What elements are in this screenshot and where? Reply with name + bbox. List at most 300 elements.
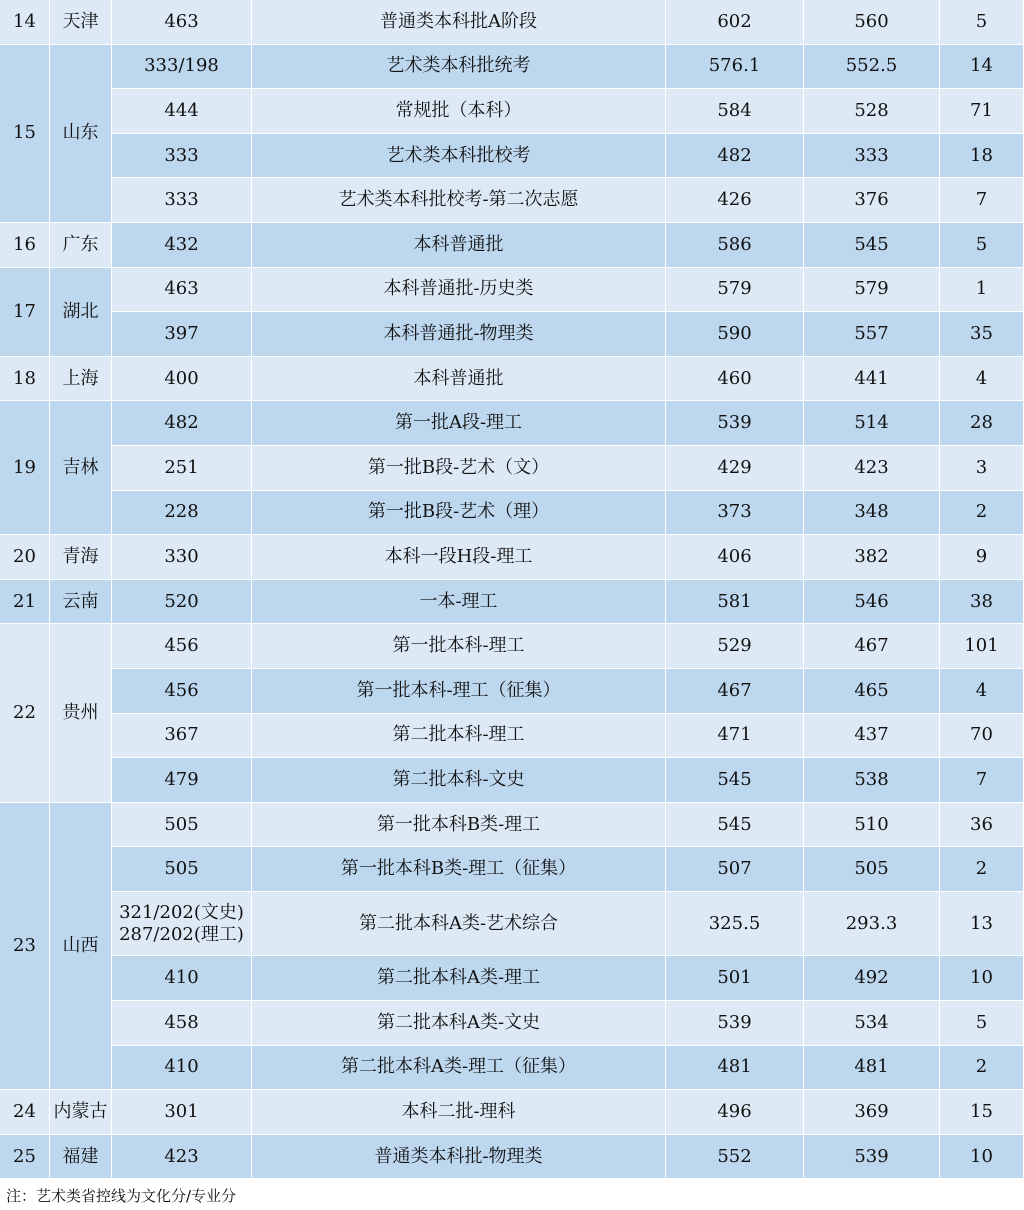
control-line-cell: [112, 892, 252, 956]
province-number-text: 23: [13, 934, 36, 956]
control-line-text: 479: [164, 768, 199, 790]
min-score-cell: [804, 401, 940, 446]
max-score-text: 496: [717, 1100, 752, 1122]
province-name-text: 山东: [62, 122, 99, 144]
min-score-text: 557: [854, 322, 889, 344]
max-score-cell: [666, 268, 804, 313]
min-score-text: 441: [854, 367, 889, 389]
province-number-cell: [0, 401, 50, 535]
min-score-cell: [804, 956, 940, 1001]
control-line-text: 463: [164, 10, 199, 32]
admit-count-cell: [940, 178, 1024, 223]
max-score-cell: [666, 892, 804, 956]
max-score-text: 471: [717, 724, 752, 746]
batch-name-text: 本科普通批-物理类: [383, 322, 534, 344]
batch-name-text: 第二批本科A类-文史: [376, 1011, 541, 1033]
control-line-cell: [112, 446, 252, 491]
province-name-cell: [50, 580, 112, 625]
max-score-text: 584: [717, 99, 752, 121]
province-name-cell: [50, 401, 112, 535]
min-score-cell: [804, 357, 940, 402]
max-score-cell: [666, 1046, 804, 1091]
control-line-text: 228: [164, 501, 199, 523]
max-score-cell: [666, 956, 804, 1001]
province-number-text: 22: [13, 702, 36, 724]
max-score-text: 539: [717, 1011, 752, 1033]
control-line-cell: [112, 803, 252, 848]
control-line-cell: [112, 1001, 252, 1046]
admit-count-cell: [940, 714, 1024, 759]
control-line-cell: [112, 312, 252, 357]
max-score-text: 325.5: [708, 912, 761, 934]
admit-count-cell: [940, 1135, 1024, 1180]
control-line-text: 321/202(文史): [119, 901, 244, 923]
province-number-cell: [0, 0, 50, 45]
max-score-cell: [666, 758, 804, 803]
control-line-cell: [112, 89, 252, 134]
max-score-cell: [666, 1135, 804, 1180]
control-line-text: 520: [164, 590, 199, 612]
admit-count-cell: [940, 89, 1024, 134]
admit-count-text: 2: [975, 858, 988, 880]
max-score-text: 552: [717, 1145, 752, 1167]
province-number-text: 19: [13, 456, 36, 478]
province-number-text: 18: [13, 367, 36, 389]
control-line-cell: [112, 223, 252, 268]
min-score-cell: [804, 535, 940, 580]
admit-count-cell: [940, 624, 1024, 669]
batch-name-cell: [252, 892, 666, 956]
admit-count-text: 3: [975, 456, 988, 478]
batch-name-cell: [252, 803, 666, 848]
control-line-cell: [112, 758, 252, 803]
batch-name-text: 本科普通批: [413, 367, 504, 389]
batch-name-text: 艺术类本科批校考-第二次志愿: [338, 189, 579, 211]
batch-name-cell: [252, 714, 666, 759]
control-line-text: 458: [164, 1011, 199, 1033]
max-score-text: 501: [717, 967, 752, 989]
admit-count-cell: [940, 223, 1024, 268]
max-score-cell: [666, 312, 804, 357]
control-line-text: 410: [164, 1056, 199, 1078]
min-score-text: 534: [854, 1011, 889, 1033]
province-name-cell: [50, 624, 112, 802]
province-number-cell: [0, 357, 50, 402]
admit-count-text: 2: [975, 501, 988, 523]
province-number-cell: [0, 803, 50, 1090]
province-name-text: 山西: [62, 934, 99, 956]
max-score-text: 602: [717, 10, 752, 32]
province-name-text: 福建: [62, 1145, 99, 1167]
batch-name-text: 普通类本科批A阶段: [380, 10, 537, 32]
admit-count-cell: [940, 312, 1024, 357]
control-line-text: 333/198: [144, 55, 219, 77]
province-name-cell: [50, 0, 112, 45]
control-line-cell: [112, 1090, 252, 1135]
control-line-cell: [112, 624, 252, 669]
control-line-text: 456: [164, 679, 199, 701]
batch-name-cell: [252, 357, 666, 402]
min-score-cell: [804, 45, 940, 90]
min-score-cell: [804, 714, 940, 759]
min-score-cell: [804, 89, 940, 134]
control-line-cell: [112, 669, 252, 714]
province-number-text: 21: [13, 590, 36, 612]
control-line-text: 463: [164, 278, 199, 300]
province-number-text: 16: [13, 233, 36, 255]
control-line-cell: [112, 357, 252, 402]
min-score-cell: [804, 1046, 940, 1091]
min-score-cell: [804, 758, 940, 803]
control-line-text: 397: [164, 322, 199, 344]
min-score-text: 552.5: [845, 55, 898, 77]
min-score-cell: [804, 223, 940, 268]
min-score-text: 481: [854, 1056, 889, 1078]
admit-count-text: 28: [970, 412, 993, 434]
control-line-cell: [112, 178, 252, 223]
min-score-text: 293.3: [845, 912, 898, 934]
max-score-cell: [666, 714, 804, 759]
province-number-text: 14: [13, 10, 36, 32]
batch-name-text: 一本-理工: [419, 590, 498, 612]
control-line-text: 423: [164, 1145, 199, 1167]
admit-count-text: 4: [975, 367, 988, 389]
admit-count-text: 71: [970, 99, 993, 121]
control-line-cell: [112, 1046, 252, 1091]
min-score-cell: [804, 580, 940, 625]
control-line-text: 330: [164, 545, 199, 567]
batch-name-cell: [252, 580, 666, 625]
max-score-cell: [666, 134, 804, 179]
min-score-text: 376: [854, 189, 889, 211]
admit-count-cell: [940, 446, 1024, 491]
control-line-cell: [112, 401, 252, 446]
province-number-cell: [0, 223, 50, 268]
province-name-text: 内蒙古: [53, 1100, 108, 1122]
control-line-cell: [112, 268, 252, 313]
max-score-cell: [666, 357, 804, 402]
province-name-text: 湖北: [62, 300, 99, 322]
control-line-text: 400: [164, 367, 199, 389]
min-score-cell: [804, 268, 940, 313]
admit-count-cell: [940, 847, 1024, 892]
admit-count-text: 2: [975, 1056, 988, 1078]
province-number-text: 15: [13, 122, 36, 144]
province-name-text: 吉林: [62, 456, 99, 478]
province-name-cell: [50, 803, 112, 1090]
max-score-text: 545: [717, 813, 752, 835]
admit-count-cell: [940, 401, 1024, 446]
max-score-cell: [666, 223, 804, 268]
control-line-cell: [112, 491, 252, 536]
min-score-cell: [804, 446, 940, 491]
batch-name-cell: [252, 1001, 666, 1046]
max-score-cell: [666, 1001, 804, 1046]
province-number-cell: [0, 535, 50, 580]
batch-name-cell: [252, 535, 666, 580]
admit-count-cell: [940, 134, 1024, 179]
min-score-cell: [804, 669, 940, 714]
batch-name-text: 第一批B段-艺术（文）: [367, 456, 550, 478]
min-score-text: 579: [854, 278, 889, 300]
max-score-cell: [666, 401, 804, 446]
province-number-text: 25: [13, 1145, 36, 1167]
max-score-text: 545: [717, 768, 752, 790]
max-score-text: 467: [717, 679, 752, 701]
min-score-text: 382: [854, 545, 889, 567]
max-score-cell: [666, 803, 804, 848]
batch-name-text: 第一批本科-理工（征集）: [356, 679, 561, 701]
province-name-cell: [50, 357, 112, 402]
min-score-cell: [804, 178, 940, 223]
max-score-text: 482: [717, 144, 752, 166]
province-name-text: 天津: [62, 10, 99, 32]
province-name-text: 广东: [62, 233, 99, 255]
max-score-text: 576.1: [708, 55, 761, 77]
min-score-text: 510: [854, 813, 889, 835]
admit-count-cell: [940, 45, 1024, 90]
province-number-text: 24: [13, 1100, 36, 1122]
province-number-cell: [0, 1135, 50, 1180]
table-footnote: 注：艺术类省控线为文化分/专业分: [0, 1180, 1024, 1210]
min-score-text: 423: [854, 456, 889, 478]
province-name-text: 云南: [62, 590, 99, 612]
province-number-cell: [0, 580, 50, 625]
max-score-cell: [666, 847, 804, 892]
min-score-text: 538: [854, 768, 889, 790]
control-line-text: 301: [164, 1100, 199, 1122]
admit-count-cell: [940, 580, 1024, 625]
control-line-cell: [112, 714, 252, 759]
batch-name-cell: [252, 1046, 666, 1091]
min-score-text: 467: [854, 635, 889, 657]
control-line-cell: [112, 45, 252, 90]
batch-name-cell: [252, 268, 666, 313]
province-name-cell: [50, 1135, 112, 1180]
max-score-text: 581: [717, 590, 752, 612]
admit-count-text: 10: [970, 1145, 993, 1167]
admit-count-text: 5: [975, 233, 988, 255]
province-number-cell: [0, 624, 50, 802]
batch-name-text: 第二批本科A类-艺术综合: [358, 912, 559, 934]
batch-name-cell: [252, 223, 666, 268]
control-line-text: 505: [164, 813, 199, 835]
batch-name-cell: [252, 847, 666, 892]
admit-count-text: 101: [964, 635, 999, 657]
batch-name-text: 第二批本科A类-理工（征集）: [340, 1056, 577, 1078]
batch-name-text: 艺术类本科批校考: [386, 144, 531, 166]
max-score-cell: [666, 1090, 804, 1135]
min-score-cell: [804, 892, 940, 956]
batch-name-text: 第一批本科-理工: [392, 635, 525, 657]
max-score-text: 406: [717, 545, 752, 567]
batch-name-cell: [252, 624, 666, 669]
province-name-text: 贵州: [62, 702, 99, 724]
admit-count-text: 13: [970, 912, 993, 934]
min-score-cell: [804, 134, 940, 179]
min-score-text: 545: [854, 233, 889, 255]
batch-name-text: 艺术类本科批统考: [386, 55, 531, 77]
control-line-text: 505: [164, 858, 199, 880]
admit-count-cell: [940, 892, 1024, 956]
admit-count-text: 5: [975, 10, 988, 32]
province-name-text: 青海: [62, 545, 99, 567]
min-score-cell: [804, 1090, 940, 1135]
batch-name-cell: [252, 1090, 666, 1135]
max-score-text: 429: [717, 456, 752, 478]
batch-name-cell: [252, 0, 666, 45]
batch-name-text: 本科普通批-历史类: [383, 278, 534, 300]
batch-name-cell: [252, 45, 666, 90]
max-score-cell: [666, 669, 804, 714]
min-score-text: 437: [854, 724, 889, 746]
max-score-text: 539: [717, 412, 752, 434]
max-score-text: 481: [717, 1056, 752, 1078]
control-line-cell: [112, 847, 252, 892]
batch-name-cell: [252, 401, 666, 446]
min-score-text: 333: [854, 144, 889, 166]
admit-count-text: 4: [975, 679, 988, 701]
batch-name-text: 第一批A段-理工: [394, 412, 523, 434]
admit-count-text: 9: [975, 545, 988, 567]
batch-name-text: 本科一段H段-理工: [384, 545, 533, 567]
admit-count-cell: [940, 669, 1024, 714]
admit-count-cell: [940, 268, 1024, 313]
admit-count-text: 1: [975, 278, 988, 300]
control-line-cell: [112, 0, 252, 45]
batch-name-cell: [252, 1135, 666, 1180]
province-name-cell: [50, 45, 112, 223]
max-score-text: 590: [717, 322, 752, 344]
max-score-text: 529: [717, 635, 752, 657]
max-score-text: 579: [717, 278, 752, 300]
min-score-text: 369: [854, 1100, 889, 1122]
min-score-cell: [804, 847, 940, 892]
batch-name-text: 第一批本科B类-理工: [376, 813, 541, 835]
control-line-cell: [112, 134, 252, 179]
admit-count-text: 36: [970, 813, 993, 835]
max-score-cell: [666, 624, 804, 669]
max-score-cell: [666, 178, 804, 223]
batch-name-cell: [252, 134, 666, 179]
admit-count-cell: [940, 1090, 1024, 1135]
control-line-cell: [112, 956, 252, 1001]
control-line-text: 333: [164, 189, 199, 211]
control-line-text: 410: [164, 967, 199, 989]
control-line-text: 432: [164, 233, 199, 255]
province-name-cell: [50, 535, 112, 580]
min-score-text: 514: [854, 412, 889, 434]
batch-name-text: 第二批本科-文史: [392, 768, 525, 790]
admit-count-text: 14: [970, 55, 993, 77]
control-line-text-second: 287/202(理工): [119, 923, 244, 945]
min-score-text: 560: [854, 10, 889, 32]
admit-count-text: 7: [975, 768, 988, 790]
control-line-text: 367: [164, 724, 199, 746]
control-line-text: 333: [164, 144, 199, 166]
admit-count-cell: [940, 1001, 1024, 1046]
province-name-cell: [50, 268, 112, 357]
max-score-text: 586: [717, 233, 752, 255]
min-score-text: 539: [854, 1145, 889, 1167]
admit-count-text: 7: [975, 189, 988, 211]
admit-count-cell: [940, 0, 1024, 45]
batch-name-text: 常规批（本科）: [395, 99, 522, 121]
admit-count-cell: [940, 357, 1024, 402]
admit-count-text: 70: [970, 724, 993, 746]
batch-name-text: 本科普通批: [413, 233, 504, 255]
min-score-text: 492: [854, 967, 889, 989]
admit-count-text: 38: [970, 590, 993, 612]
admit-count-cell: [940, 758, 1024, 803]
admit-count-text: 5: [975, 1011, 988, 1033]
max-score-cell: [666, 446, 804, 491]
max-score-text: 507: [717, 858, 752, 880]
province-number-cell: [0, 268, 50, 357]
control-line-cell: [112, 535, 252, 580]
batch-name-cell: [252, 89, 666, 134]
batch-name-cell: [252, 491, 666, 536]
batch-name-text: 普通类本科批-物理类: [374, 1145, 543, 1167]
control-line-cell: [112, 1135, 252, 1180]
max-score-text: 373: [717, 501, 752, 523]
admit-count-text: 15: [970, 1100, 993, 1122]
control-line-text: 444: [164, 99, 199, 121]
batch-name-text: 第一批B段-艺术（理）: [367, 501, 550, 523]
admit-count-cell: [940, 535, 1024, 580]
min-score-cell: [804, 803, 940, 848]
batch-name-cell: [252, 669, 666, 714]
min-score-text: 465: [854, 679, 889, 701]
admit-count-text: 10: [970, 967, 993, 989]
batch-name-cell: [252, 178, 666, 223]
batch-name-cell: [252, 312, 666, 357]
max-score-cell: [666, 45, 804, 90]
batch-name-cell: [252, 956, 666, 1001]
admit-count-cell: [940, 1046, 1024, 1091]
province-number-cell: [0, 1090, 50, 1135]
province-name-text: 上海: [62, 367, 99, 389]
admit-count-cell: [940, 956, 1024, 1001]
max-score-text: 460: [717, 367, 752, 389]
batch-name-text: 第一批本科B类-理工（征集）: [340, 858, 577, 880]
min-score-text: 546: [854, 590, 889, 612]
min-score-cell: [804, 491, 940, 536]
min-score-text: 528: [854, 99, 889, 121]
control-line-text: 251: [164, 456, 199, 478]
province-name-cell: [50, 223, 112, 268]
max-score-cell: [666, 535, 804, 580]
admit-count-text: 35: [970, 322, 993, 344]
province-number-text: 20: [13, 545, 36, 567]
min-score-cell: [804, 624, 940, 669]
admit-count-text: 18: [970, 144, 993, 166]
batch-name-cell: [252, 758, 666, 803]
min-score-cell: [804, 1135, 940, 1180]
min-score-cell: [804, 1001, 940, 1046]
min-score-text: 505: [854, 858, 889, 880]
min-score-cell: [804, 0, 940, 45]
control-line-text: 482: [164, 412, 199, 434]
max-score-cell: [666, 580, 804, 625]
min-score-cell: [804, 312, 940, 357]
batch-name-text: 第二批本科-理工: [392, 724, 525, 746]
batch-name-text: 第二批本科A类-理工: [376, 967, 541, 989]
batch-name-cell: [252, 446, 666, 491]
control-line-text: 456: [164, 635, 199, 657]
min-score-text: 348: [854, 501, 889, 523]
province-number-text: 17: [13, 300, 36, 322]
